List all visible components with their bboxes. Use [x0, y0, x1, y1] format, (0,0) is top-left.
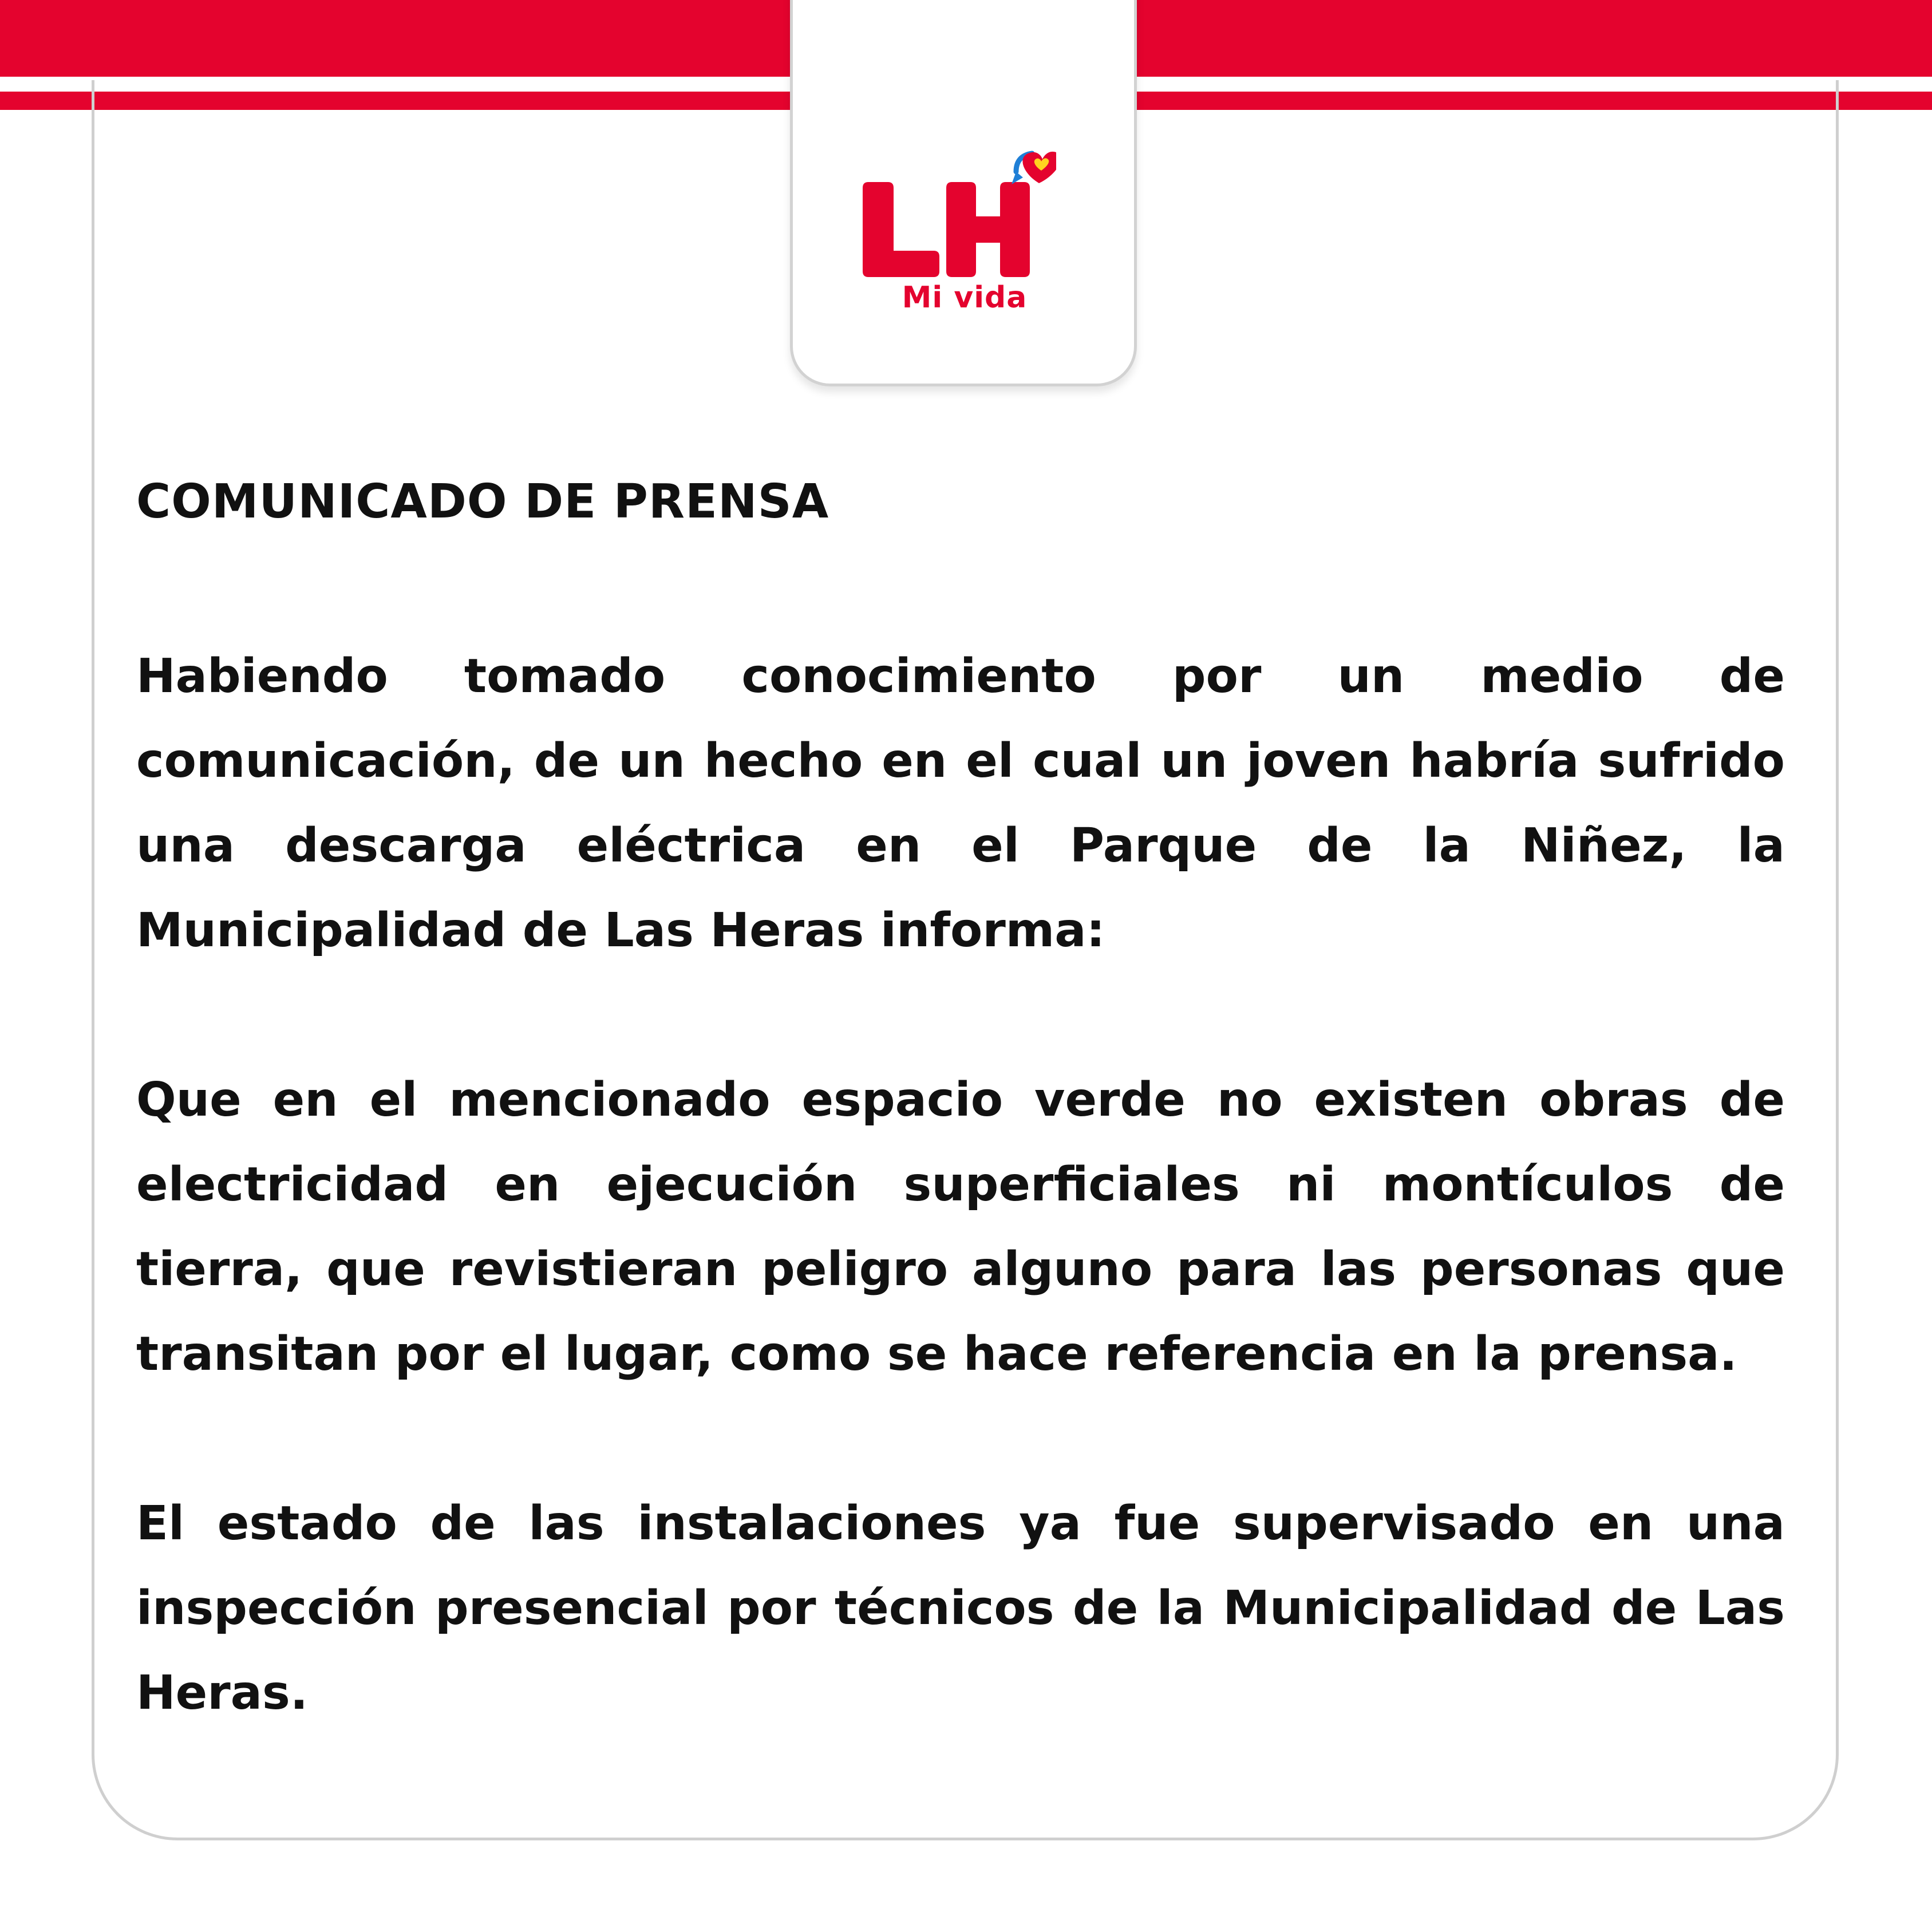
logo-tab [790, 0, 1137, 386]
heart-speech-bubble-icon [1012, 152, 1056, 184]
paragraph-inspection: El estado de las instalaciones ya fue supervisado en una inspección presencial por técnicos de la Municipalidad de Las Heras. [136, 1496, 1785, 1720]
paragraph-statement: Que en el mencionado espacio verde no existen obras de electricidad en ejecución superficiales ni montículos de tierra, que revistieran peligro alguno para las personas que transitan por el lugar, como se hace referencia en la prensa. [136, 1073, 1785, 1381]
header-red-band-right [1137, 0, 1932, 77]
paragraph-intro: Habiendo tomado conocimiento por un medio de comunicación, de un hecho en el cual un joven habría sufrido una descarga eléctrica en el Parque de la Niñez, la Municipalidad de Las Heras informa: [136, 649, 1785, 958]
lh-logo [850, 149, 1056, 286]
logo-tagline: Mi vida [902, 280, 1028, 315]
press-release-content [136, 465, 1785, 1820]
page-title: COMUNICADO DE PRENSA [136, 475, 829, 529]
header-red-band-left [0, 0, 790, 77]
